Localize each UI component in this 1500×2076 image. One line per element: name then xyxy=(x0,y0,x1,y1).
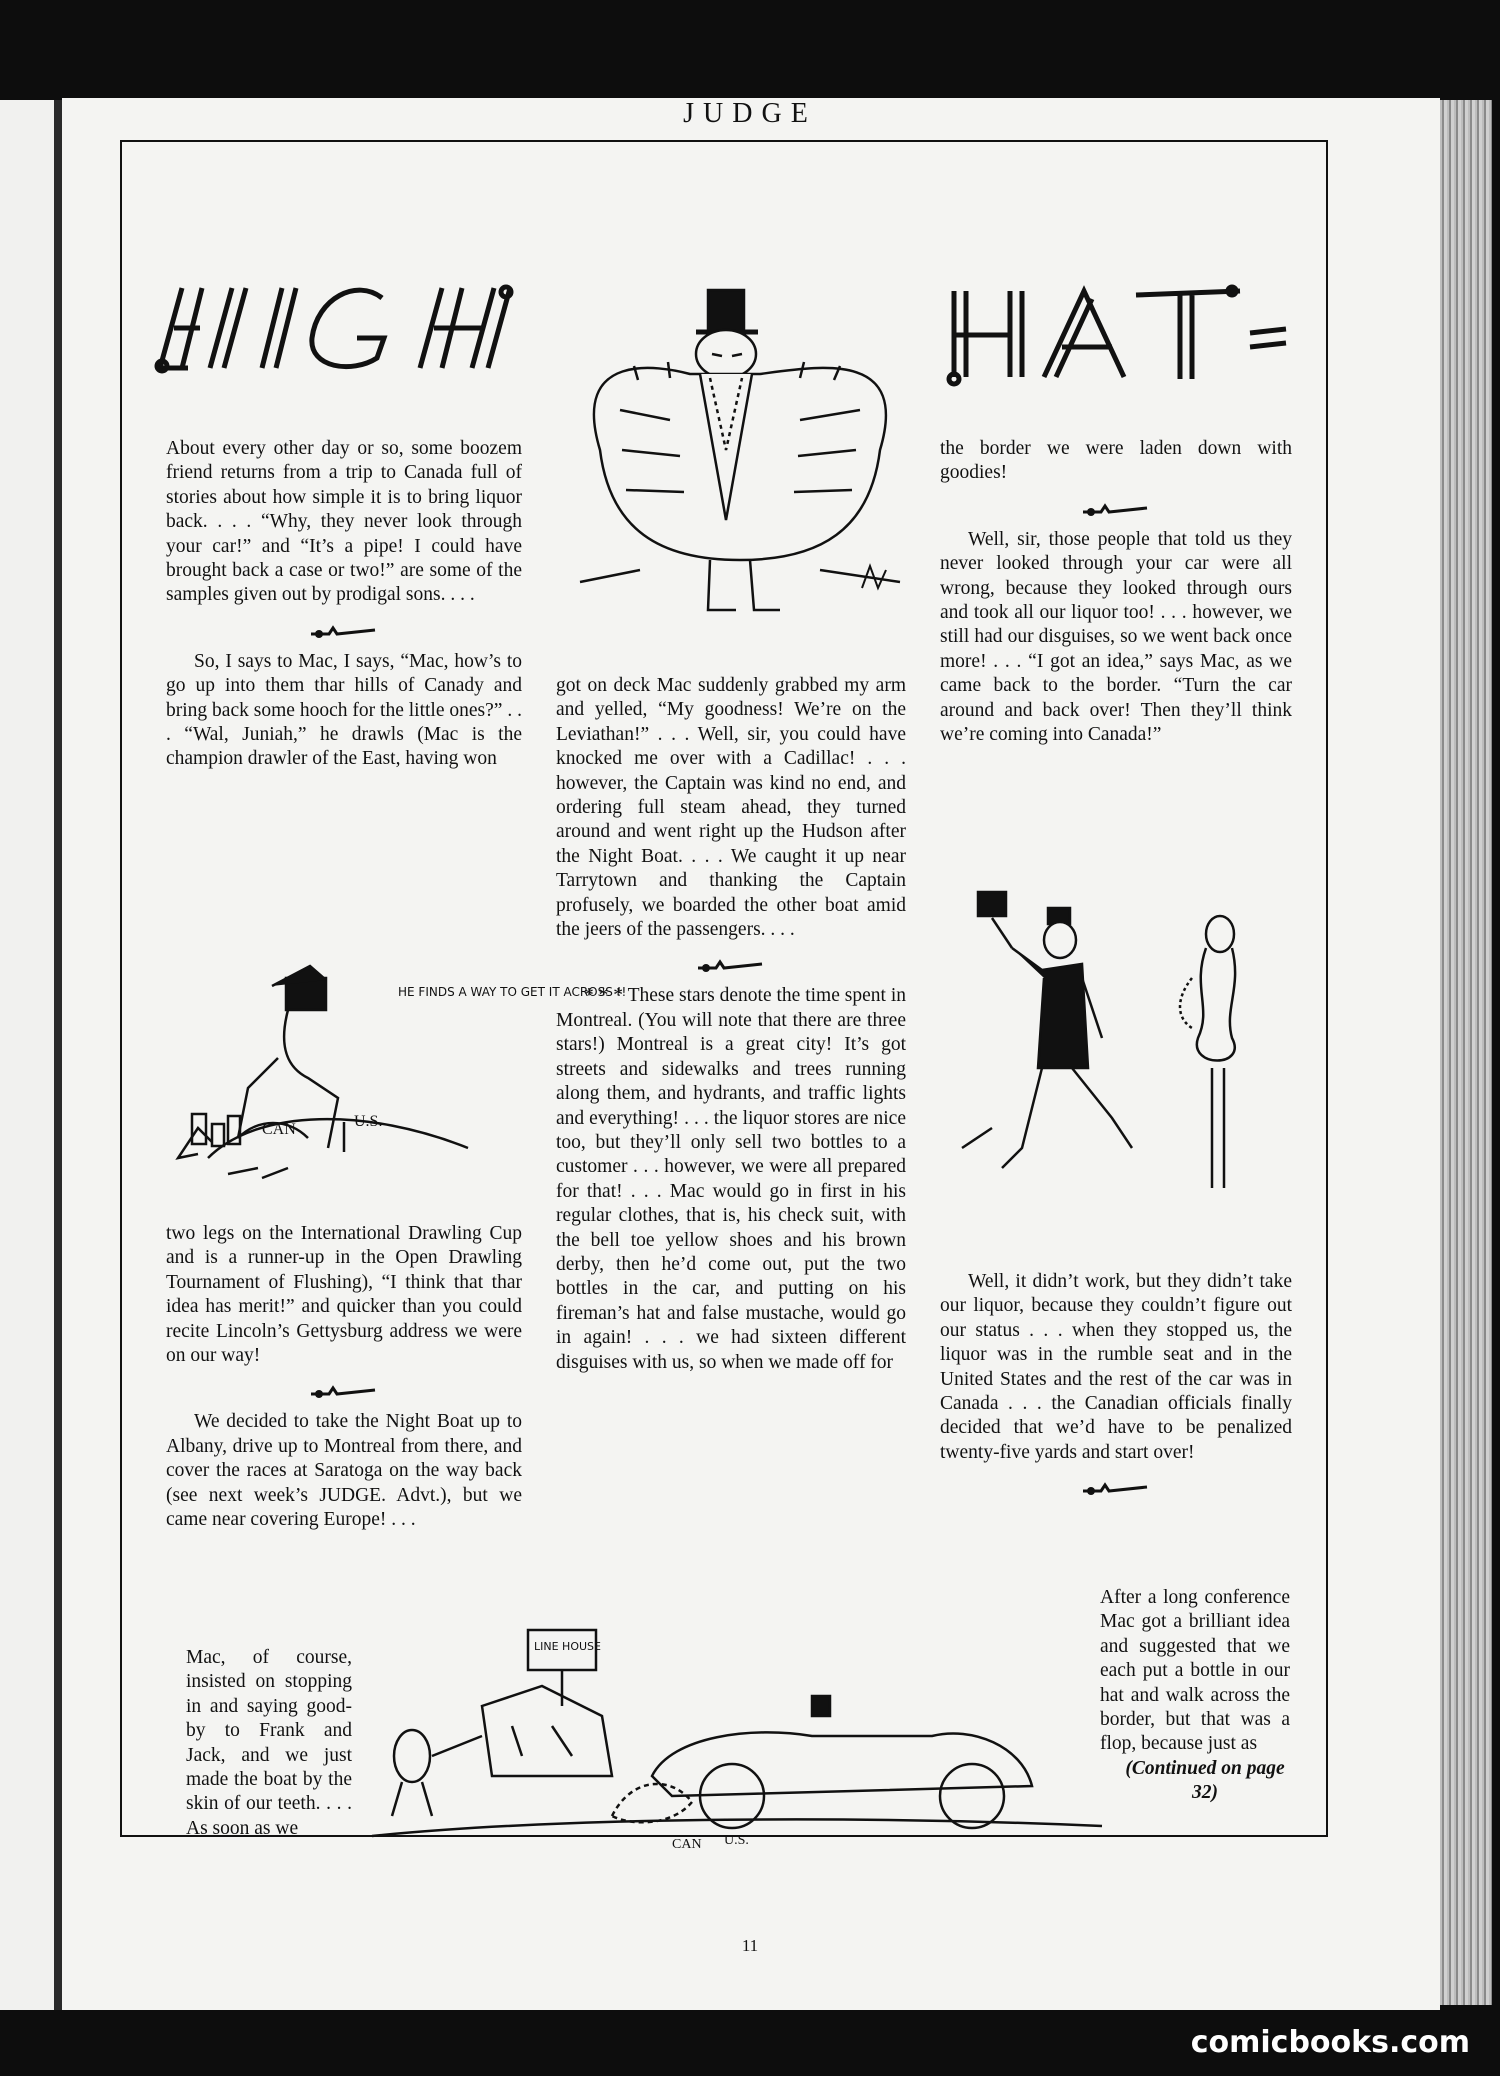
svg-text:U.S.: U.S. xyxy=(354,1113,383,1130)
magazine-header: JUDGE xyxy=(683,98,817,129)
column-2 xyxy=(556,674,906,1375)
title-hat xyxy=(944,283,1294,383)
pipe-ornament-icon xyxy=(696,954,766,974)
paragraph: So, I says to Mac, I says, “Mac, how’s to go up into them thar hills of Canady and bring back some hooch for the little ones?” . . . “Wal, Juniah,” he drawls (Mac is the champion drawler of the East, having won xyxy=(166,650,522,770)
svg-text:U.S.: U.S. xyxy=(724,1833,749,1848)
page-number: 11 xyxy=(741,1936,759,1955)
paragraph: two legs on the International Drawling Cup and is a runner-up in the Open Drawling Tournament of Flushing), “I think that thar idea has merit!” and quicker than you could recite Lincoln’s Gettysburg address we were on our way! xyxy=(166,1223,522,1367)
column-1-continued xyxy=(166,1222,522,1532)
facing-page-edge xyxy=(0,100,62,2010)
paragraph: Well, it didn’t work, but they didn’t take our liquor, because they couldn’t figure out our status . . . when they stopped us, the liquor was in the rumble seat and in the United States and the rest of the car was in Canada . . . the Canadian officials finally decided that we’d have to be penalized twenty-five yards and start over! xyxy=(940,1271,1292,1463)
cartoon-smuggler-bottles xyxy=(560,270,920,626)
continued-note: (Continued on page 32) xyxy=(1125,1757,1285,1804)
cartoon-drinker-border xyxy=(168,938,627,1188)
cartoon-car-line-house xyxy=(372,1626,1102,1866)
paragraph: * * * These stars denote the time spent in Montreal. (You will note that there are three stars!) Montreal is a great city! It’s got streets and sidewalks and trees running along them, and hydrants, and traffic lights and everything! . . . the liquor stores are nice too, but they’ll only sell two bottles to a customer . . . however, we were all prepared for that! . . . Mac would go in first in his regular clothes, that is, his check suit, with the bell toe yellow shoes and his brown derby, then he’d come out, put the two bottles in the car, and putting on his fireman’s hat and false mustache, would go in again! . . . we had sixteen different disguises with us, so when we made off for xyxy=(556,985,906,1373)
cartoon-mac-and-lady xyxy=(962,878,1282,1218)
paragraph: Well, sir, those people that told us they never looked through your car were all wrong, because they looked through ours and took all our liquor too! . . . however, we still had our disguises, so we went back once more! . . . “I got an idea,” says Mac, as we came back to the border. “Turn the car around and back over! Then they’ll think we’re coming into Canada!” xyxy=(940,528,1292,746)
pipe-ornament-icon xyxy=(1081,1477,1151,1497)
pipe-ornament-icon xyxy=(1081,498,1151,518)
paragraph: We decided to take the Night Boat up to Albany, drive up to Montreal from there, and cover the races at Saratoga on the way back (see next week’s JUDGE. Advt.), but we came near covering Europe! . . . xyxy=(166,1411,522,1531)
pipe-ornament-icon xyxy=(309,1380,379,1400)
page-stack-edge xyxy=(1440,100,1492,2005)
paragraph: About every other day or so, some boozem friend returns from a trip to Canada full of stories about how simple it is to bring liquor back. . . . “Why, they never look through your car!” and “It’s a pipe! I could have brought back a case or two!” are some of the samples given out by prodigal sons. . . . xyxy=(166,438,522,606)
svg-text:CAN: CAN xyxy=(262,1121,296,1138)
title-high xyxy=(152,278,522,378)
svg-text:LINE HOUSE: LINE HOUSE xyxy=(534,1640,601,1653)
paragraph: got on deck Mac suddenly grabbed my arm and yelled, “My goodness! We’re on the Leviathan!” . . . Well, sir, you could have knocked me over with a Cadillac! . . . however, the Captain was kind no end, and ordering full steam ahead, they turned around and went right up the Hudson after the Night Boat. . . . We caught it up near Tarrytown and thanking the Captain profusely, we boarded the other boat amid the jeers of the passengers. . . . xyxy=(556,675,906,941)
column-3-continued xyxy=(940,1270,1292,1507)
column-1 xyxy=(166,437,522,772)
column-3 xyxy=(940,437,1292,747)
site-watermark: comicbooks.com xyxy=(1190,2025,1470,2060)
svg-text:CAN: CAN xyxy=(672,1837,702,1852)
paragraph: the border we were laden down with goodies! xyxy=(940,438,1292,484)
pipe-ornament-icon xyxy=(309,620,379,640)
binding-gutter xyxy=(54,100,62,2010)
column-1-narrow xyxy=(186,1646,352,1841)
paragraph: After a long conference Mac got a brilliant idea and suggested that we each put a bottle in our hat and walk across the border, but that was a flop, because just as xyxy=(1100,1587,1290,1755)
svg-text:HE FINDS A WAY TO GET IT ACROS: HE FINDS A WAY TO GET IT ACROSS !! xyxy=(398,985,627,999)
paragraph: Mac, of course, insisted on stopping in and saying good-by to Frank and Jack, and we just made the boat by the skin of our teeth. . . . As soon as we xyxy=(186,1647,352,1839)
